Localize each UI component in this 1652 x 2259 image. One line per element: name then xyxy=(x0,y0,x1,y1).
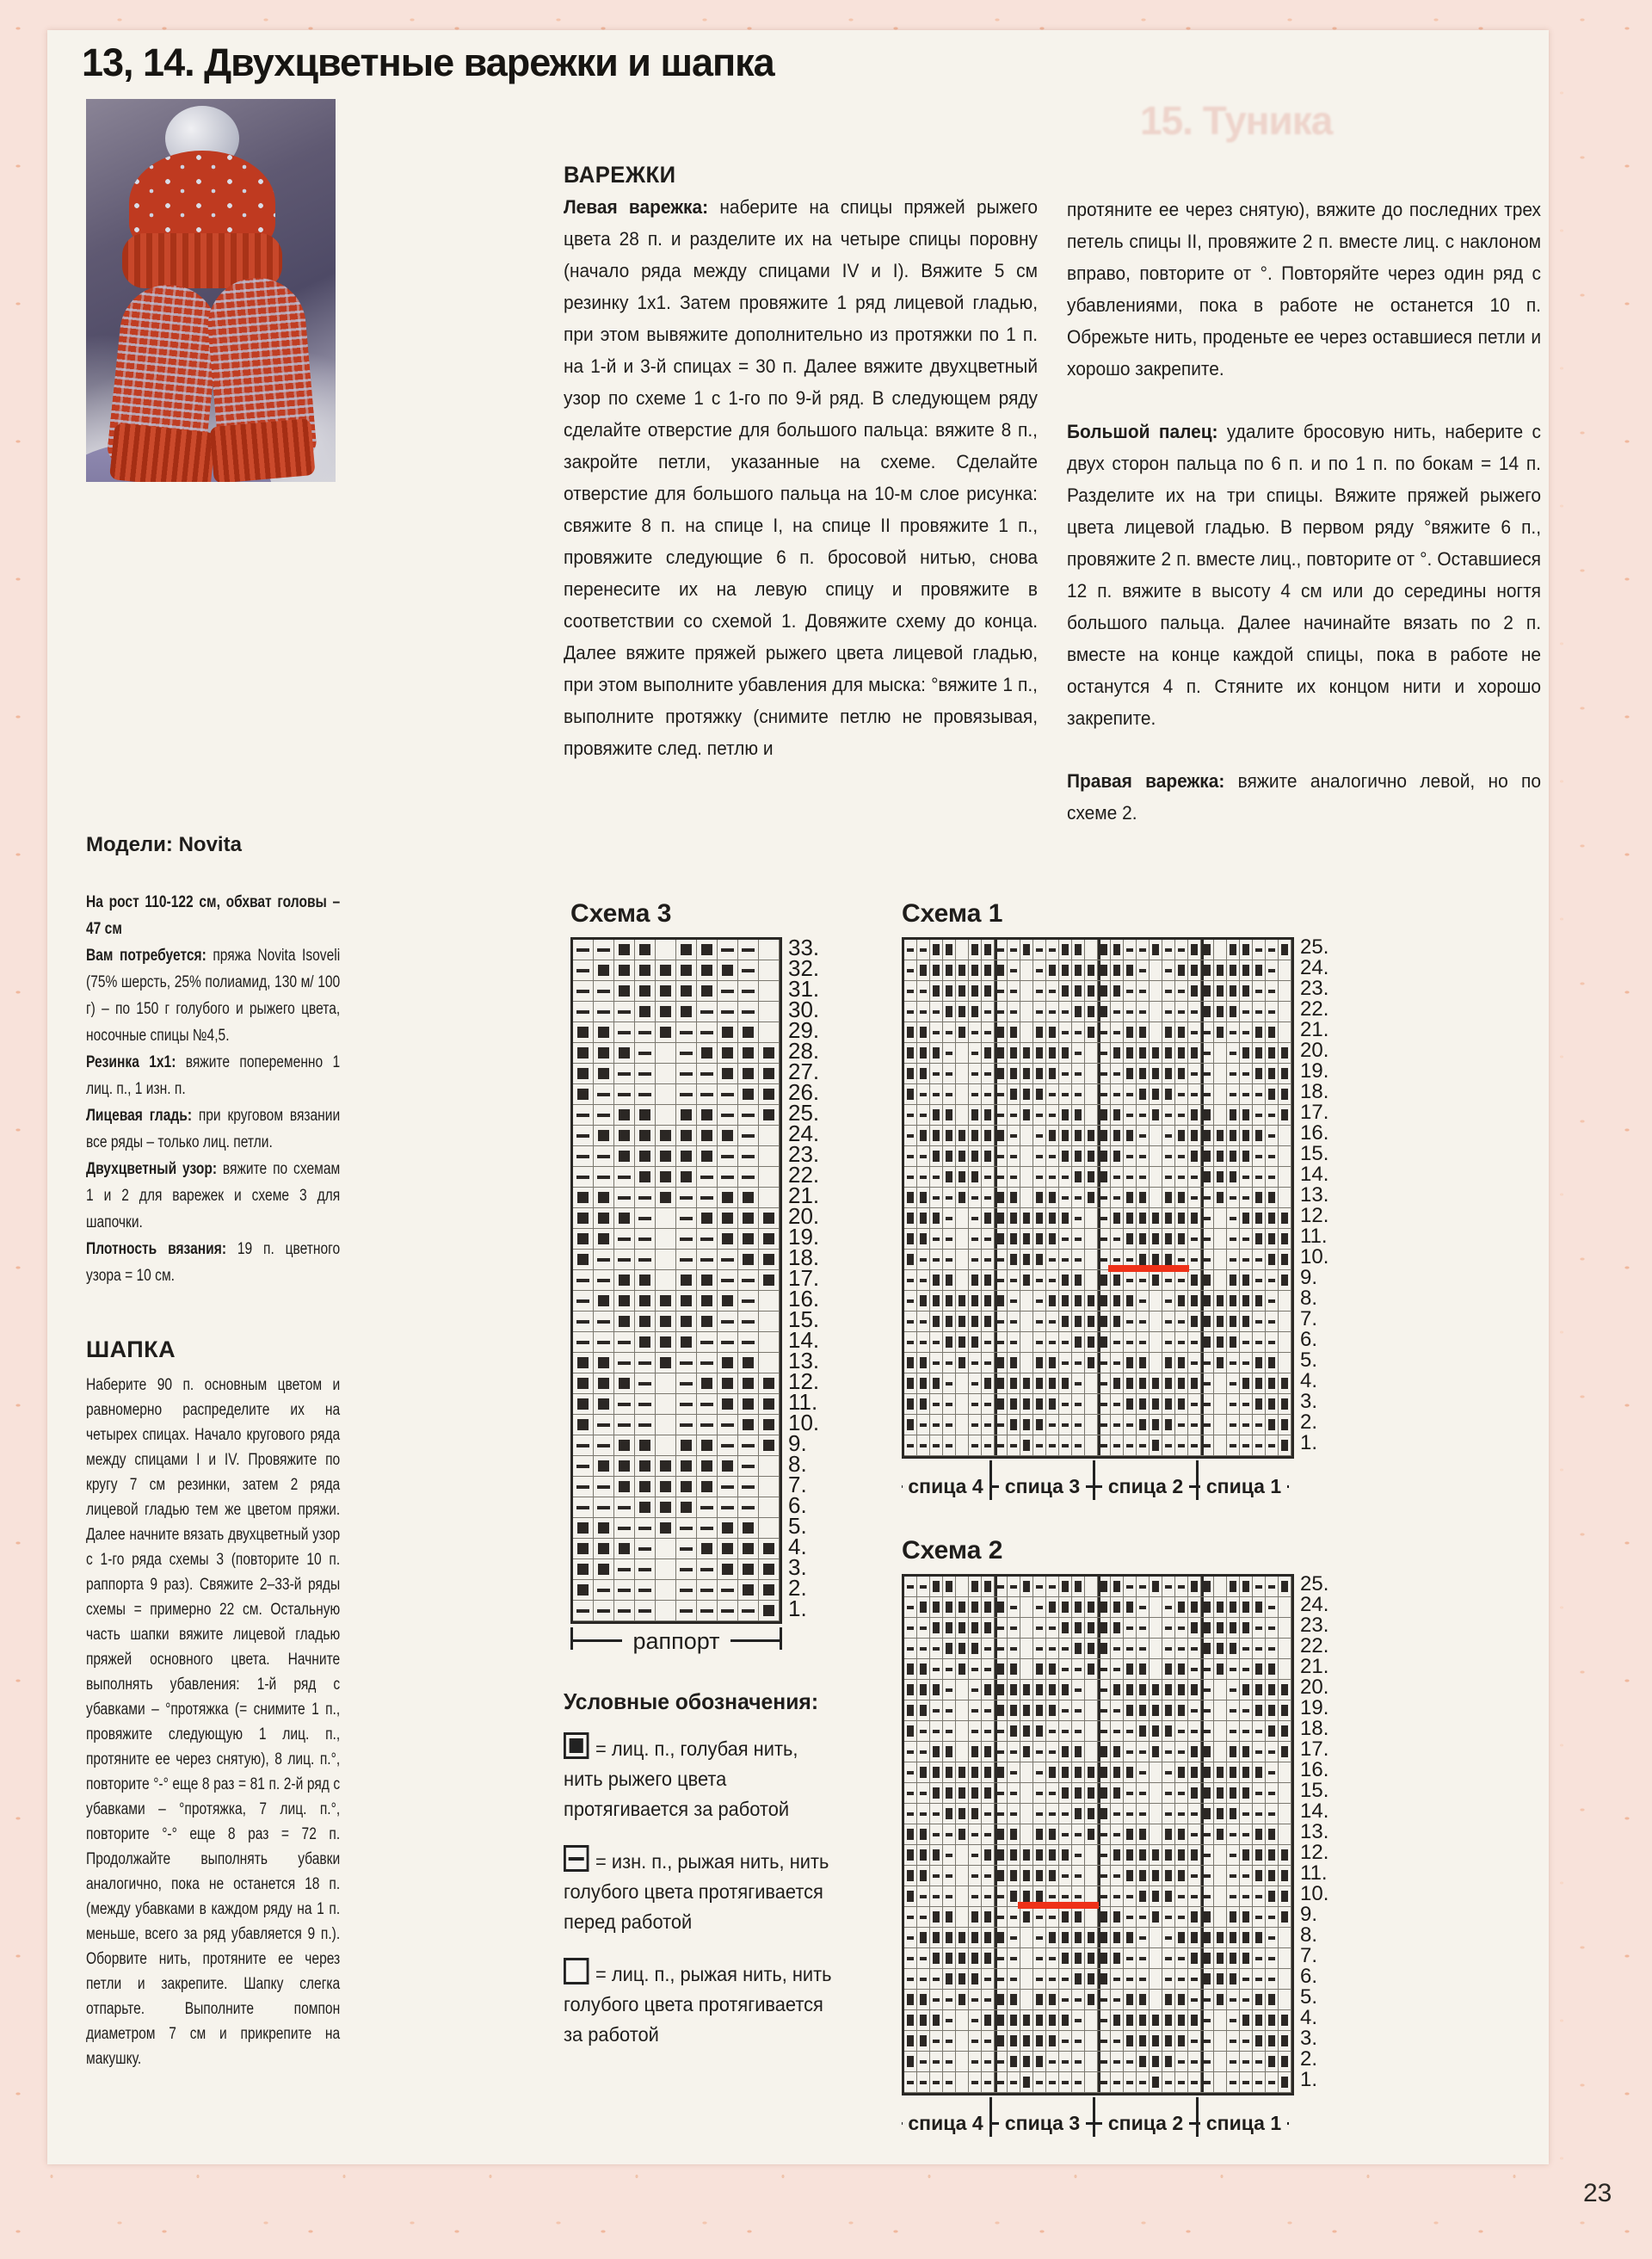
legend-heading: Условные обозначения: xyxy=(564,1688,819,1714)
rapport-bracket: раппорт xyxy=(570,1627,782,1655)
chart-1-title: Схема 1 xyxy=(902,899,1003,928)
chart-schema-1 xyxy=(902,899,1329,1497)
needle-labels: спица 4 спица 3 спица 2 спица 1 xyxy=(902,2097,1289,2137)
thumb-red-marker xyxy=(1018,1902,1099,1909)
page-number: 23 xyxy=(1583,2179,1612,2207)
thumb-paragraph: Большой палец: удалите бросовую нить, наберите с двух сторон пальца по 6 п. и по 1 п. по бокам = 14 п. Разделите их на три спицы. Вяжите пряжей рыжего цвета лицевой гладью. В первом ряду °вяжите 6 п., провяжите 2 п. вместе лиц., повторите от °. Оставшиеся 12 п. вяжите в высоту 4 см или до середины ногтя большого пальца. Далее начинайте вязать по 2 п. вместе на конце каждой спицы, пока в работе не останутся 4 п. Стяните их концом нити и хорошо закрепите. xyxy=(1067,421,1541,729)
mittens-column xyxy=(564,159,1038,764)
materials-block xyxy=(86,889,340,1289)
magazine-page xyxy=(47,30,1549,2164)
row-numbers: 25. 24. 23. 22. 21. 20. 19. 18. 17. 16. 15. 14. 13. 12. 11. 10. 9. 8. 7. 6. 5. 4. 3. 2. 1. xyxy=(1300,935,1329,1454)
filled-square-symbol-icon xyxy=(564,1732,589,1759)
legend-item: = лиц. п., рыжая нить, нить голубого цвета протягивается за работой xyxy=(564,1958,841,2050)
material-item: Вам потребуется: пряжа Novita Isoveli (75% шерсть, 25% полиамид, 130 м/ 100 г) – по 150 г голубого и рыжего цвета, носочные спицы №4,5. xyxy=(86,947,341,1045)
needle-labels: спица 4 спица 3 спица 2 спица 1 xyxy=(902,1460,1289,1500)
page-title: 13, 14. Двухцветные варежки и шапка xyxy=(82,40,774,84)
hat-section-heading: ШАПКА xyxy=(86,1336,176,1362)
left-mitten-cuff-shape xyxy=(109,423,216,482)
dash-square-symbol-icon xyxy=(564,1845,589,1872)
row-numbers: 25. 24. 23. 22. 21. 20. 19. 18. 17. 16. 15. 14. 13. 12. 11. 10. 9. 8. 7. 6. 5. 4. 3. 2. 1. xyxy=(1300,1572,1329,2091)
legend-block xyxy=(564,1687,858,2071)
left-mitten-continuation: протяните ее через снятую), вяжите до последних трех петель спицы II, провяжите 2 п. вместе лиц. с наклоном вправо, повторите от °. Повторяйте через один ряд с убавлениями, пока в работе не останется 10 п. Обрежьте нить, проденьте ее через оставшиеся петли и хорошо закрепите. xyxy=(1067,199,1541,380)
model-photo xyxy=(86,99,336,482)
chart-1-grid xyxy=(902,935,1329,1497)
chart-schema-3 xyxy=(570,899,820,1654)
right-mitten-paragraph: Правая варежка: вяжите аналогично левой, но по схеме 2. xyxy=(1067,770,1541,824)
empty-square-symbol-icon xyxy=(564,1958,589,1984)
chart-2-title: Схема 2 xyxy=(902,1536,1003,1565)
mittens-column-continued xyxy=(1067,194,1541,829)
right-mitten-cuff-shape xyxy=(209,418,315,482)
material-item: Плотность вязания: 19 п. цветного узора = 10 см. xyxy=(86,1240,341,1285)
chart-3-title: Схема 3 xyxy=(570,899,672,928)
photo-caption: Модели: Novita xyxy=(86,833,242,856)
chart-schema-2 xyxy=(902,1536,1329,2134)
chart-2-grid xyxy=(902,1572,1329,2134)
thumb-red-marker xyxy=(1108,1265,1189,1272)
row-numbers: 33. 32. 31. 30. 29. 28. 27. 26. 25. 24. 23. 22. 21. 20. 19. 18. 17. 16. 15. 14. 13. 12. 11. 10. 9. 8. 7. 6. 5. 4. 3. 2. 1. xyxy=(788,934,820,1621)
showthrough-ghost-text: 15. Туника xyxy=(1140,98,1333,143)
mittens-heading: ВАРЕЖКИ xyxy=(564,162,676,188)
material-item: Резинка 1х1: вяжите попеременно 1 лиц. п., 1 изн. п. xyxy=(86,1053,341,1098)
hat-section-body: Наберите 90 п. основным цветом и равномерно распределите их на четырех спицах. Начало кругового ряда между спицами I и IV. Провяжите по кругу 7 см резинки, затем 2 ряда лицевой гладью тем же цветом пряжи. Далее начните вязать двухцветный узор с 1-го ряда схемы 3 (повторите 10 п. раппорта 9 раз). Свяжите 2–33-й ряды схемы = примерно 22 см. Остальную часть шапки вяжите лицевой гладью пряжей основного цвета. Начните выполнять убавления: 1-й ряд с убавками – °протяжка (= снимите 1 п., провяжите следующую 1 лиц. п., протяните ее через снятую), 8 лиц. п.°, повторите °-° еще 8 раз = 81 п. 2-й ряд с убавками – °протяжка, 7 лиц. п.°, повторите °-° еще 8 раз = 72 п. Продолжайте выполнять убавки аналогично, пока не останется 18 п. (между убавками в каждом ряду на 1 п. меньше, всего за ряд убавляется 9 п.). Оборвите нить, протяните ее через петли и закрепите. Шапку слегка отпарьте. Выполните помпон диаметром 7 см и прикрепите на макушку. xyxy=(86,1376,341,2068)
legend-item: = лиц. п., голубая нить, нить рыжего цвета протягивается за работой xyxy=(564,1732,841,1824)
material-item: Лицевая гладь: при круговом вязании все ряды – только лиц. петли. xyxy=(86,1107,341,1151)
legend-item: = изн. п., рыжая нить, нить голубого цвета протягивается перед работой xyxy=(564,1845,841,1937)
chart-3-grid xyxy=(570,934,820,1654)
size-line: На рост 110-122 см, обхват головы – 47 см xyxy=(86,893,341,938)
left-mitten-paragraph: Левая варежка: наберите на спицы пряжей рыжего цвета 28 п. и разделите их на четыре спицы поровну (начало ряда между спицами IV и I). Вяжите 5 см резинку 1х1. Затем провяжите 1 ряд лицевой гладью, при этом вывяжите дополнительно из протяжки по 1 п. на 1-й и 3-й спицах = 30 п. Далее вяжите двухцветный узор по схеме 1 с 1-го по 9-й ряд. В следующем ряду сделайте отверстие для большого пальца: вяжите 8 п., закройте петли, указанные на схеме. Сделайте отверстие для большого пальца на 10-м слое рисунка: свяжите 8 п. на спице I, на спице II провяжите 1 п., провяжите следующие 6 п. бросовой нитью, снова перенесите их на левую спицу и провяжите в соответствии со схемой 1. Довяжите схему до конца. Далее вяжите пряжей рыжего цвета лицевой гладью, при этом выполните убавления для мыска: °вяжите 1 п., выполните протяжку (снимите петлю не провязывая, провяжите след. петлю и xyxy=(564,196,1038,759)
material-item: Двухцветный узор: вяжите по схемам 1 и 2 для варежек и схеме 3 для шапочки. xyxy=(86,1160,341,1231)
